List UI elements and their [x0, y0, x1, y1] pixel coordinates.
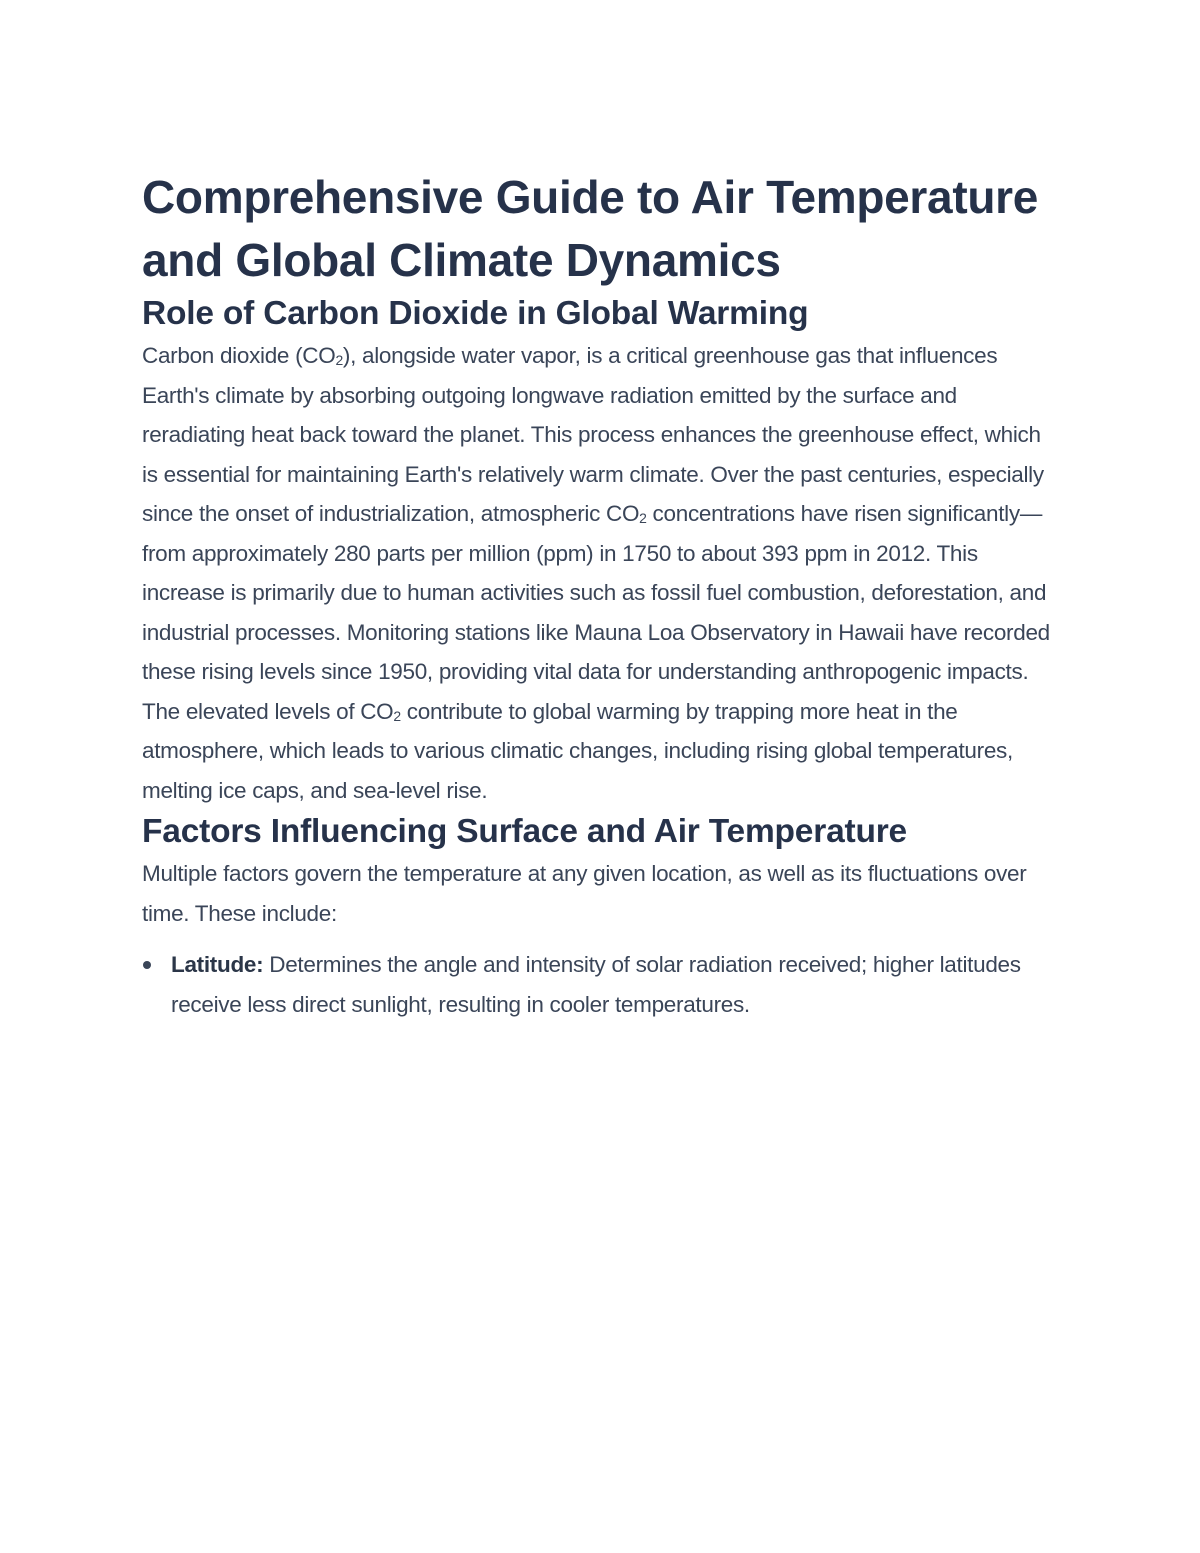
- subscript: 2: [639, 510, 647, 527]
- factor-description: Determines the angle and intensity of solar radiation received; higher latitudes receive less direct sunlight, resulting in cooler temperatures.: [171, 952, 1021, 1017]
- factor-list: [142, 945, 1062, 1024]
- section-carbon-dioxide: [142, 292, 1062, 810]
- paragraph-text: Carbon dioxide (CO: [142, 343, 336, 368]
- subscript: 2: [393, 707, 401, 724]
- paragraph-text: ), alongside water vapor, is a critical greenhouse gas that influences Earth's climate by absorbing outgoing longwave radiation emitted by the surface and reradiating heat back toward the planet. This process enhances the greenhouse effect, which is essential for maintaining Earth's relatively warm climate. Over the past centuries, especially since the onset of industrialization, atmospheric CO: [142, 343, 1044, 526]
- paragraph-text: contribute to global warming by trapping more heat in the atmosphere, which leads to various climatic changes, including rising global temperatures, melting ice caps, and sea-level rise.: [142, 698, 1013, 803]
- subscript: 2: [335, 352, 343, 369]
- bullet-icon: [143, 961, 151, 969]
- document-page: [142, 166, 1062, 1024]
- section-heading: Role of Carbon Dioxide in Global Warming: [142, 295, 809, 332]
- section-heading: Factors Influencing Surface and Air Temperature: [142, 813, 907, 850]
- section-paragraph: [142, 336, 1062, 810]
- factor-term: Latitude:: [171, 952, 264, 977]
- section-intro: Multiple factors govern the temperature at any given location, as well as its fluctuations over time. These include:: [142, 861, 1027, 926]
- document-title: Comprehensive Guide to Air Temperature and Global Climate Dynamics: [142, 171, 1039, 286]
- paragraph-text: concentrations have risen significantly—from approximately 280 parts per million (ppm) in 1750 to about 393 ppm in 2012. This increase is primarily due to human activities such as fossil fuel combustion, deforestation, and industrial processes. Monitoring stations like Mauna Loa Observatory in Hawaii have recorded these rising levels since 1950, providing vital data for understanding anthropogenic impacts. The elevated levels of CO: [142, 501, 1050, 724]
- section-temperature-factors: [142, 810, 1062, 1024]
- list-item: [142, 945, 1062, 1024]
